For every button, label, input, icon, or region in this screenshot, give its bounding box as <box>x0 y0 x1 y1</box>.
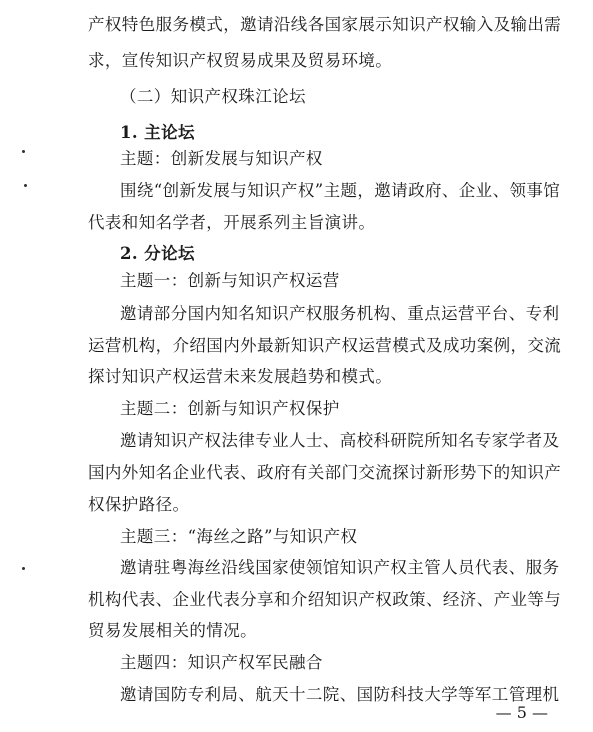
topic-line: 主题二：创新与知识产权保护 <box>120 399 340 418</box>
body-text-line: 探讨知识产权运营未来发展趋势和模式。 <box>88 367 393 386</box>
scan-mark <box>22 567 25 570</box>
body-text-line: 邀请国防专利局、航天十二院、国防科技大学等军工管理机 <box>120 685 560 704</box>
body-text-line: 国内外知名企业代表、政府有关部门交流探讨新形势下的知识产 <box>88 463 562 482</box>
body-text-line: 围绕“创新发展与知识产权”主题，邀请政府、企业、领事馆 <box>120 181 561 200</box>
body-text-line: 产权特色服务模式，邀请沿线各国家展示知识产权输入及输出需 <box>88 15 562 34</box>
body-text-line: 权保护路径。 <box>88 495 190 514</box>
body-text-line: 运营机构，介绍国内外最新知识产权运营模式及成功案例，交流 <box>88 336 562 355</box>
body-text-line: 邀请部分国内知名知识产权服务机构、重点运营平台、专利 <box>120 304 560 323</box>
body-text-line: 机构代表、企业代表分享和介绍知识产权政策、经济、产业等与 <box>88 590 562 609</box>
body-text-line: 邀请驻粤海丝沿线国家使领馆知识产权主管人员代表、服务 <box>120 558 560 577</box>
topic-line: 主题四：知识产权军民融合 <box>120 653 323 672</box>
body-text-line: 求，宣传知识产权贸易成果及贸易环境。 <box>88 51 393 70</box>
body-text-line: 代表和知名学者，开展系列主旨演讲。 <box>88 213 376 232</box>
scan-mark <box>24 184 27 187</box>
subsection-heading: 2. 分论坛 <box>120 244 195 263</box>
subsection-heading: 1. 主论坛 <box>120 123 195 142</box>
topic-line: 主题一：创新与知识产权运营 <box>120 271 340 290</box>
body-text-line: 贸易发展相关的情况。 <box>88 621 257 640</box>
topic-line: 主题三：“海丝之路”与知识产权 <box>120 527 358 546</box>
scan-mark <box>22 150 25 153</box>
body-text-line: 邀请知识产权法律专业人士、高校科研院所知名专家学者及 <box>120 431 560 450</box>
page-number: — 5 — <box>495 703 548 722</box>
topic-line: 主题：创新发展与知识产权 <box>120 149 323 168</box>
section-heading: （二）知识产权珠江论坛 <box>120 87 306 106</box>
